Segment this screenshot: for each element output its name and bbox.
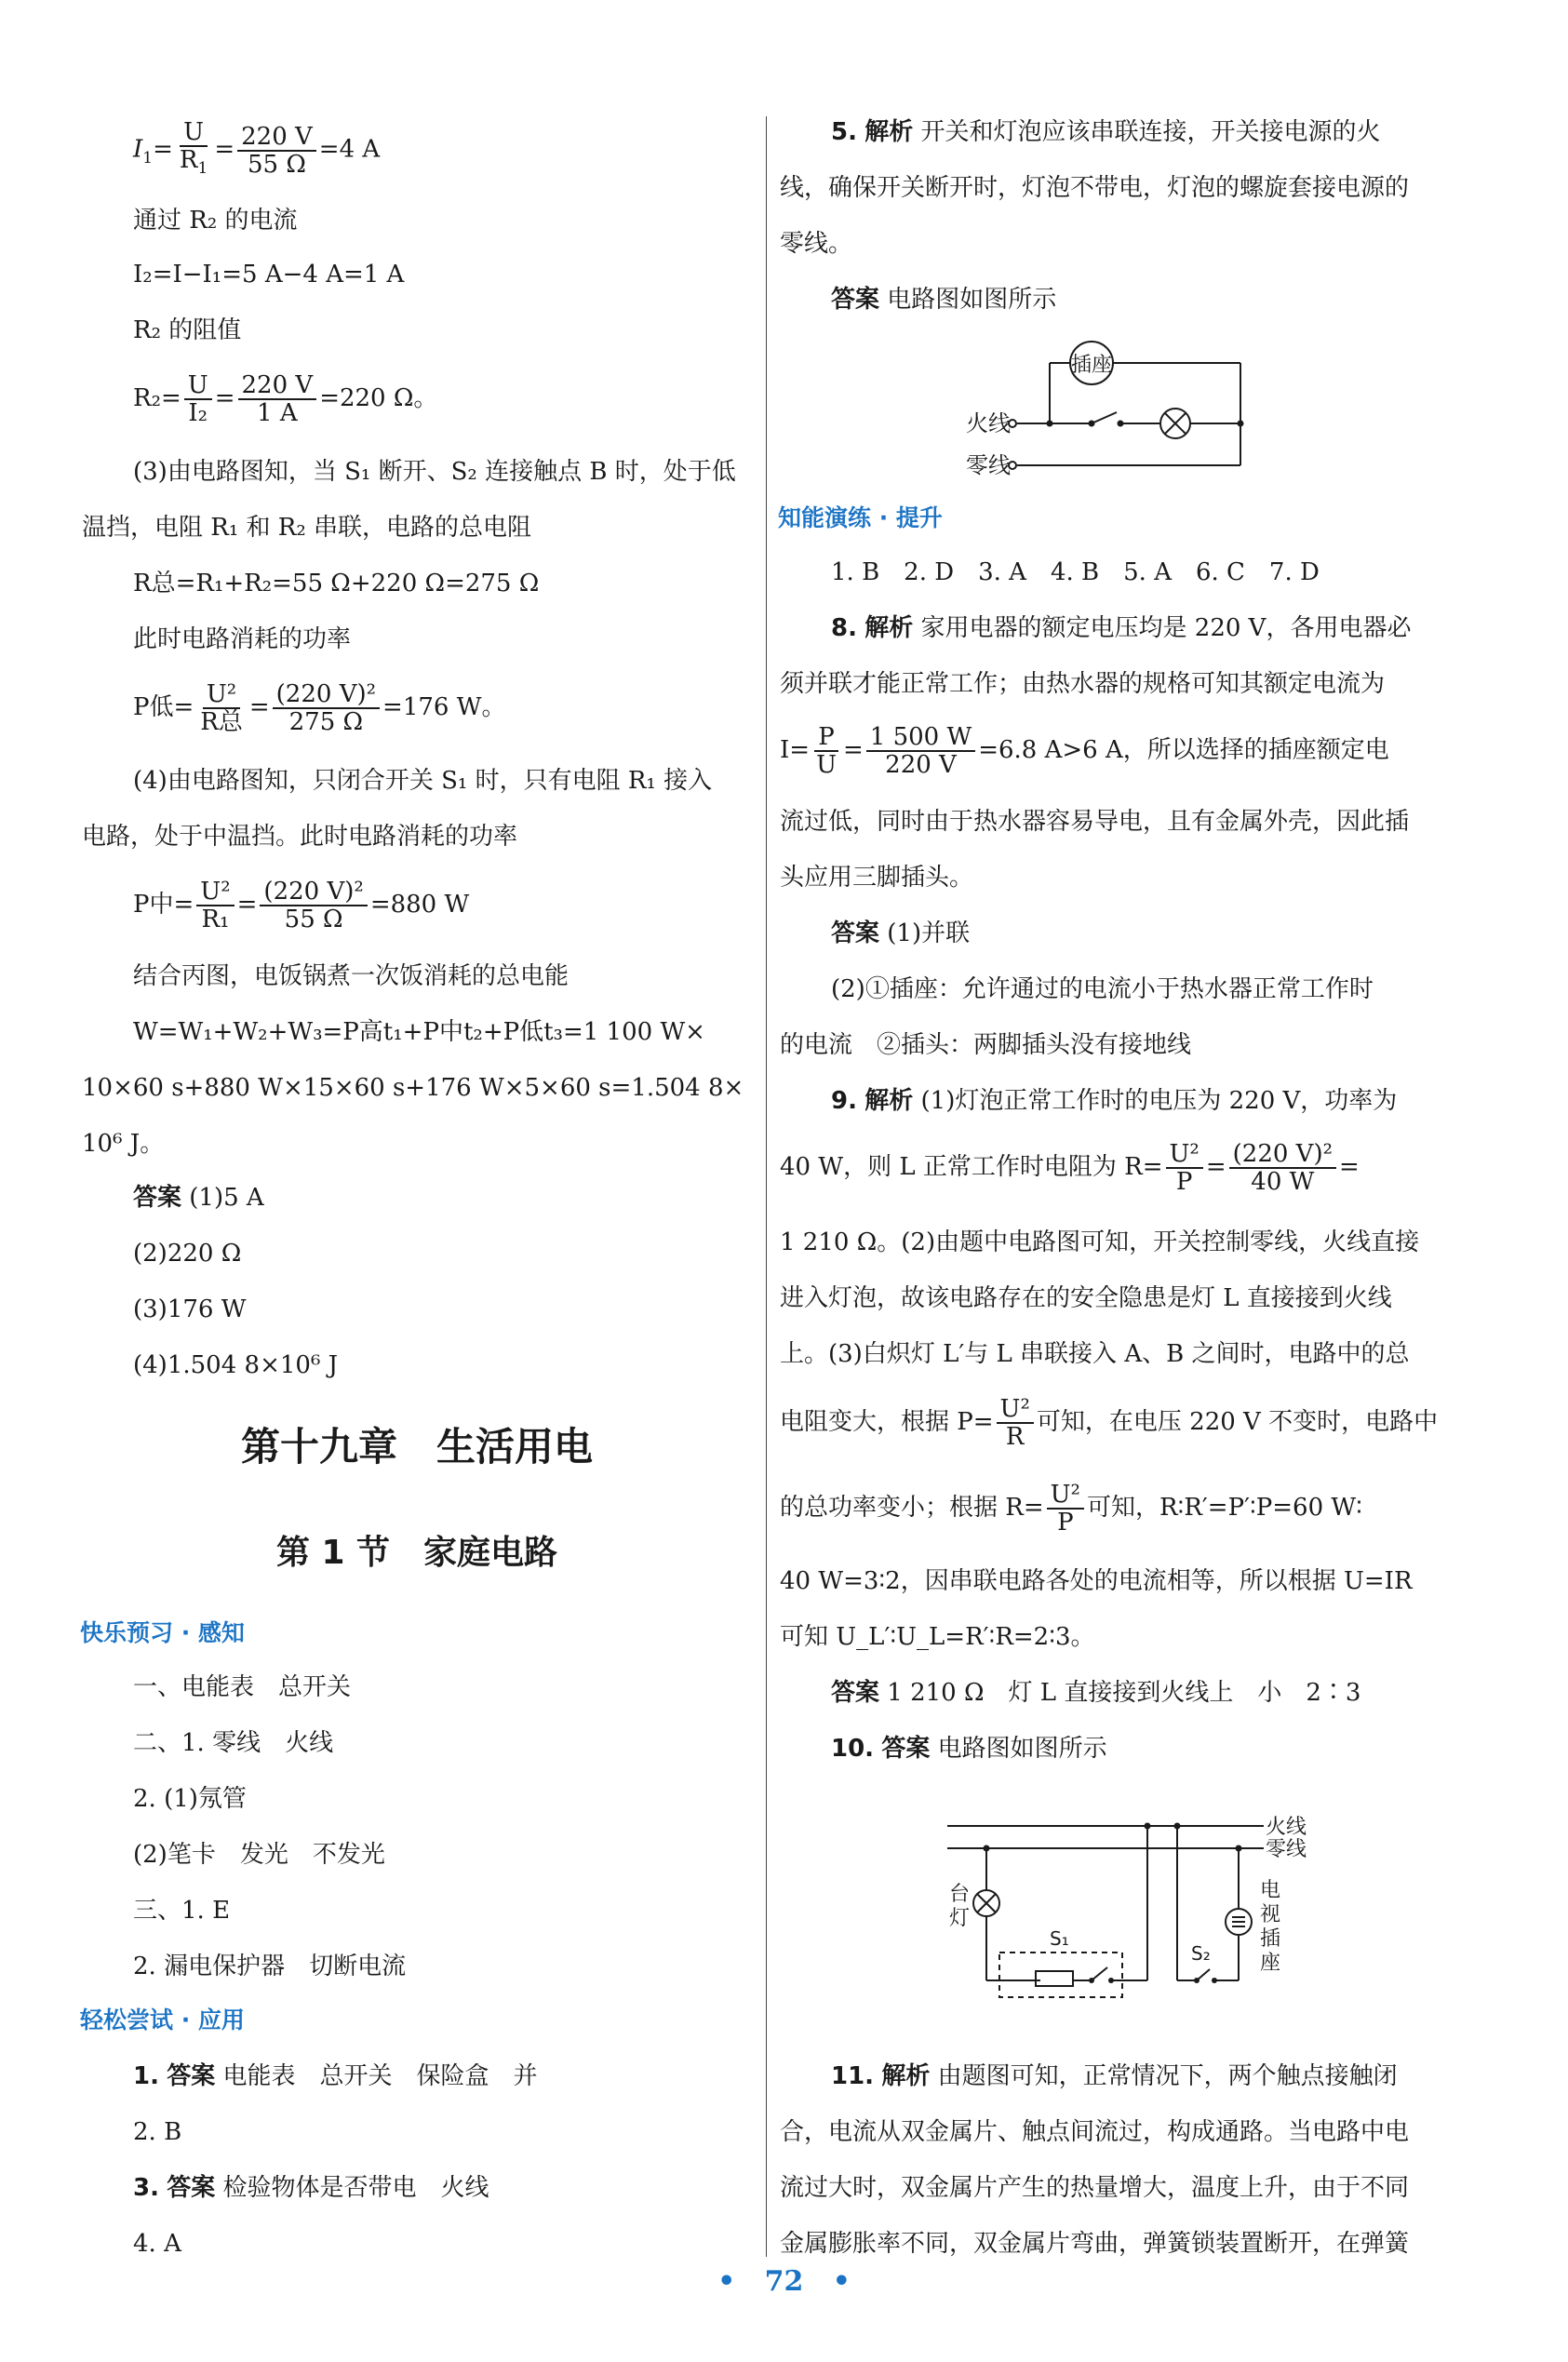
answer-line: 的电流 ②插头：两脚插头没有接地线 xyxy=(780,1031,1192,1059)
junction xyxy=(1047,421,1053,427)
text-line: 金属膨胀率不同，双金属片弯曲，弹簧锁装置断开，在弹簧 xyxy=(780,2230,1410,2258)
answer-line: 一、电能表 总开关 xyxy=(133,1673,352,1701)
text-line: 通过 R₂ 的电流 xyxy=(133,207,298,235)
eq: = xyxy=(214,384,235,412)
eq2: = xyxy=(214,135,235,164)
resistor xyxy=(1036,1971,1073,1986)
switch-contact xyxy=(1118,421,1124,427)
eq: = xyxy=(248,693,270,721)
text-line: 合，电流从双金属片、触点间流过，构成通路。当电路中电 xyxy=(780,2118,1410,2146)
answer-text: (1)5 A xyxy=(189,1184,264,1212)
junction xyxy=(984,1845,990,1852)
text-line: 1 210 Ω。(2)由题中电路图可知，开关控制零线，火线直接 xyxy=(780,1228,1420,1256)
tv-label: 视 xyxy=(1260,1903,1281,1926)
den-2: 1 A xyxy=(257,399,298,427)
circuit-diagram-2 xyxy=(938,1796,1329,2020)
fraction-2 xyxy=(237,124,316,178)
formula-p xyxy=(780,1396,1438,1450)
result: =176 W。 xyxy=(382,693,506,721)
tv-label: 插 xyxy=(1260,1927,1281,1951)
answer-text: 1 210 Ω 灯 L 直接接到火线上 小 2∶3 xyxy=(887,1679,1361,1707)
lhs: R₂= xyxy=(133,384,181,412)
answer-label: 答案 xyxy=(881,1735,931,1763)
text-line: 零线。 xyxy=(780,230,853,258)
text-line: 结合丙图，电饭锅煮一次饭消耗的总电能 xyxy=(133,962,570,990)
eq: = xyxy=(153,135,173,164)
answer-label: 答案 xyxy=(167,2174,216,2202)
answer-line: (2)220 Ω xyxy=(133,1240,242,1268)
analysis-label: 解析 xyxy=(864,614,914,642)
junction xyxy=(1236,1845,1242,1852)
text-line: 流过大时，双金属片产生的热量增大，温度上升，由于不同 xyxy=(780,2174,1410,2202)
question-1 xyxy=(133,2060,538,2092)
switch-contact xyxy=(1194,1978,1199,1983)
num: U² xyxy=(1047,1482,1084,1510)
answer-line: 二、1. 零线 火线 xyxy=(133,1729,334,1757)
fire-wire-label: 火线 xyxy=(966,410,1011,436)
text-line: 流过低，同时由于热水器容易导电，且有金属外壳，因此插 xyxy=(780,808,1410,836)
text-line: 上。(3)白炽灯 L′与 L 串联接入 A、B 之间时，电路中的总 xyxy=(780,1340,1410,1368)
lhs: P低= xyxy=(133,693,194,721)
tail: 可知，在电压 220 V 不变时，电路中 xyxy=(1036,1408,1439,1436)
s1-box xyxy=(999,1953,1122,1997)
answer-line: 2. (1)氖管 xyxy=(133,1785,247,1813)
answer-line xyxy=(831,918,970,949)
text-line: 电路，处于中温挡。此时电路消耗的功率 xyxy=(82,823,518,851)
analysis-label: 解析 xyxy=(864,118,914,146)
text-line: (4)由电路图知，只闭合开关 S₁ 时，只有电阻 R₁ 接入 xyxy=(133,767,713,795)
eq: = xyxy=(1205,1153,1226,1181)
junction xyxy=(1238,421,1244,427)
result: =4 A xyxy=(318,135,381,164)
den-2: 40 W xyxy=(1251,1168,1315,1196)
page-number xyxy=(0,2265,1568,2298)
answer-label: 答案 xyxy=(831,286,880,314)
fraction-2 xyxy=(260,879,367,933)
den-2: 220 V xyxy=(885,751,957,779)
result: =6.8 A>6 A，所以选择的插座额定电 xyxy=(978,736,1389,764)
fraction xyxy=(176,119,211,181)
q-num: 1. xyxy=(133,2062,159,2090)
answer-line: 2. 漏电保护器 切断电流 xyxy=(133,1953,407,1980)
fraction xyxy=(184,372,212,426)
lamp-label: 台 xyxy=(949,1883,971,1906)
var-i: I xyxy=(133,135,143,164)
num-2: 220 V xyxy=(238,372,317,400)
fire-wire-label: 火线 xyxy=(1266,1816,1307,1839)
answer-line xyxy=(831,284,1056,315)
answer-label: 答案 xyxy=(831,919,880,947)
question-4: 4. A xyxy=(133,2230,181,2258)
switch-contact xyxy=(1089,1978,1094,1983)
den-2: 275 Ω xyxy=(288,708,364,736)
lhs: 的总功率变小；根据 R= xyxy=(780,1494,1044,1522)
lhs: I= xyxy=(780,736,811,764)
switch-contact xyxy=(1089,421,1095,427)
den: P xyxy=(1175,1168,1193,1196)
tail: 可知，R∶R′=P′∶P=60 W∶ xyxy=(1086,1494,1362,1522)
answer-line xyxy=(133,1182,264,1214)
num-2: (220 V)² xyxy=(273,681,380,709)
q-num: 9. xyxy=(831,1087,857,1115)
formula-p-mid xyxy=(133,879,469,933)
switch-contact xyxy=(1108,1978,1114,1983)
num: U xyxy=(184,372,212,400)
num-2: 1 500 W xyxy=(866,724,975,752)
formula-line: R总=R₁+R₂=55 Ω+220 Ω=275 Ω xyxy=(133,570,540,597)
question-3 xyxy=(133,2172,489,2204)
question-5 xyxy=(831,116,1381,148)
q-num: 10. xyxy=(831,1735,875,1763)
section-heading: 知能演练 · 提升 xyxy=(778,504,943,531)
question-11 xyxy=(831,2060,1398,2092)
q-num: 8. xyxy=(831,614,857,642)
den: U xyxy=(816,751,837,779)
lhs: P中= xyxy=(133,891,194,919)
formula-r-ratio xyxy=(780,1482,1362,1536)
fraction-2 xyxy=(238,372,317,426)
answer-text: 电路图如图所示 xyxy=(937,1735,1107,1763)
question-10 xyxy=(831,1733,1107,1765)
num: U xyxy=(180,119,208,147)
fraction-2 xyxy=(866,724,975,778)
fraction xyxy=(196,681,247,735)
answer-line: (3)176 W xyxy=(133,1295,247,1323)
answer-line: (4)1.504 8×10⁶ J xyxy=(133,1351,339,1379)
answer-text: 电路图如图所示 xyxy=(887,286,1057,314)
text: 由题图可知，正常情况下，两个触点接触闭 xyxy=(937,2062,1398,2090)
den: I₂ xyxy=(188,399,208,427)
junction xyxy=(1174,1823,1181,1830)
den-sub: 1 xyxy=(197,159,208,179)
text-line: (3)由电路图知，当 S₁ 断开、S₂ 连接触点 B 时，处于低 xyxy=(133,458,736,486)
switch-contact xyxy=(1212,1978,1217,1983)
answer-line: (2)笔卡 发光 不发光 xyxy=(133,1841,385,1869)
socket-label: 插座 xyxy=(1070,354,1113,377)
lhs: 电阻变大，根据 P= xyxy=(780,1408,994,1436)
text: (1)灯泡正常工作时的电压为 220 V，功率为 xyxy=(920,1087,1398,1115)
formula-line: 10×60 s+880 W×15×60 s+176 W×5×60 s=1.504 8× xyxy=(82,1074,744,1102)
junction xyxy=(1145,1823,1151,1830)
num: U² xyxy=(196,879,234,906)
text-line: 温挡，电阻 R₁ 和 R₂ 串联，电路的总电阻 xyxy=(82,514,532,542)
circuit-diagram-1 xyxy=(966,335,1301,484)
formula-p-low xyxy=(133,681,505,735)
section-heading: 快乐预习 · 感知 xyxy=(80,1619,245,1646)
fraction xyxy=(1047,1482,1084,1536)
formula-r2 xyxy=(133,372,437,426)
chapter-title: 第十九章 生活用电 xyxy=(240,1424,593,1470)
den xyxy=(176,147,211,181)
answer-text: 检验物体是否带电 火线 xyxy=(222,2174,489,2202)
den-r: R xyxy=(179,146,198,174)
den: P xyxy=(1057,1509,1074,1537)
section-heading: 轻松尝试 · 应用 xyxy=(80,2006,245,2033)
answer-label: 答案 xyxy=(831,1679,880,1707)
zero-wire-label: 零线 xyxy=(1266,1838,1307,1861)
text-line: 40 W=3∶2，因串联电路各处的电流相等，所以根据 U=IR xyxy=(780,1567,1413,1595)
answer-line: 三、1. E xyxy=(133,1897,231,1925)
den: R总 xyxy=(200,708,243,736)
den: R xyxy=(1005,1423,1025,1451)
section-title: 第 1 节 家庭电路 xyxy=(275,1534,558,1572)
result: =220 Ω。 xyxy=(319,384,438,412)
tv-label: 座 xyxy=(1260,1952,1281,1975)
answer-label: 答案 xyxy=(133,1184,182,1212)
lhs: 40 W，则 L 正常工作时电阻为 R= xyxy=(780,1153,1163,1181)
mc-answers: 1. B 2. D 3. A 4. B 5. A 6. C 7. D xyxy=(831,558,1320,586)
text-line: 此时电路消耗的功率 xyxy=(133,625,352,653)
s1-label: S₁ xyxy=(1050,1927,1069,1950)
fraction-2 xyxy=(1229,1141,1336,1195)
den-2: 55 Ω xyxy=(284,906,343,933)
s2-label: S₂ xyxy=(1191,1942,1211,1965)
answer-line xyxy=(831,1677,1360,1709)
switch-blade xyxy=(1092,412,1117,423)
text-line: 可知 U_L′∶U_L=R′∶R=2∶3。 xyxy=(780,1623,1095,1651)
question-8 xyxy=(831,612,1411,644)
text-line: 须并联才能正常工作；由热水器的规格可知其额定电流为 xyxy=(780,670,1386,698)
text-line: 进入灯泡，故该电路存在的安全隐患是灯 L 直接接到火线 xyxy=(780,1284,1392,1312)
result: =880 W xyxy=(369,891,470,919)
page-number-value: 72 xyxy=(764,2265,804,2298)
question-2: 2. B xyxy=(133,2118,182,2146)
analysis-label: 解析 xyxy=(864,1087,914,1115)
num: P xyxy=(814,724,838,752)
analysis-label: 解析 xyxy=(881,2062,931,2090)
den-2: 55 Ω xyxy=(247,150,306,179)
sub: 1 xyxy=(142,148,154,168)
eq: = xyxy=(236,891,258,919)
lamp-label: 灯 xyxy=(949,1907,971,1930)
formula-i1 xyxy=(133,119,380,181)
column-divider xyxy=(766,116,767,2257)
fraction xyxy=(1166,1141,1203,1195)
formula-line: I₂=I−I₁=5 A−4 A=1 A xyxy=(133,261,405,289)
num: U² xyxy=(997,1396,1034,1424)
fraction xyxy=(997,1396,1034,1450)
num: U² xyxy=(1166,1141,1203,1169)
dot: • xyxy=(717,2265,736,2298)
formula-line: 10⁶ J。 xyxy=(82,1130,165,1158)
answer-label: 答案 xyxy=(167,2062,216,2090)
answer-text: 电能表 总开关 保险盒 并 xyxy=(222,2062,538,2090)
num-2: (220 V)² xyxy=(260,879,367,906)
dot: • xyxy=(832,2265,851,2298)
fraction-2 xyxy=(273,681,380,735)
tv-label: 电 xyxy=(1260,1879,1281,1902)
q-num: 3. xyxy=(133,2174,159,2202)
zero-wire-label: 零线 xyxy=(966,452,1011,478)
q-num: 5. xyxy=(831,118,857,146)
num: U² xyxy=(203,681,240,709)
fraction xyxy=(812,724,840,778)
num-2: 220 V xyxy=(237,124,316,152)
result: = xyxy=(1339,1153,1360,1181)
num-2: (220 V)² xyxy=(1229,1141,1336,1169)
den: R₁ xyxy=(201,906,230,933)
answer-line: (2)①插座：允许通过的电流小于热水器正常工作时 xyxy=(831,975,1374,1003)
formula-i xyxy=(780,724,1389,778)
text-line: 线，确保开关断开时，灯泡不带电，灯泡的螺旋套接电源的 xyxy=(780,174,1410,202)
answer-text: (1)并联 xyxy=(887,919,971,947)
question-9 xyxy=(831,1085,1397,1117)
eq: = xyxy=(842,736,864,764)
s1-blade xyxy=(1092,1967,1107,1980)
formula-r xyxy=(780,1141,1360,1195)
text: 家用电器的额定电压均是 220 V，各用电器必 xyxy=(920,614,1412,642)
q-num: 11. xyxy=(831,2062,875,2090)
text-line: 头应用三脚插头。 xyxy=(780,864,974,892)
fraction xyxy=(196,879,234,933)
text: 开关和灯泡应该串联连接，开关接电源的火 xyxy=(920,118,1381,146)
formula-line: W=W₁+W₂+W₃=P高t₁+P中t₂+P低t₃=1 100 W× xyxy=(133,1018,705,1046)
text-line: R₂ 的阻值 xyxy=(133,316,242,344)
